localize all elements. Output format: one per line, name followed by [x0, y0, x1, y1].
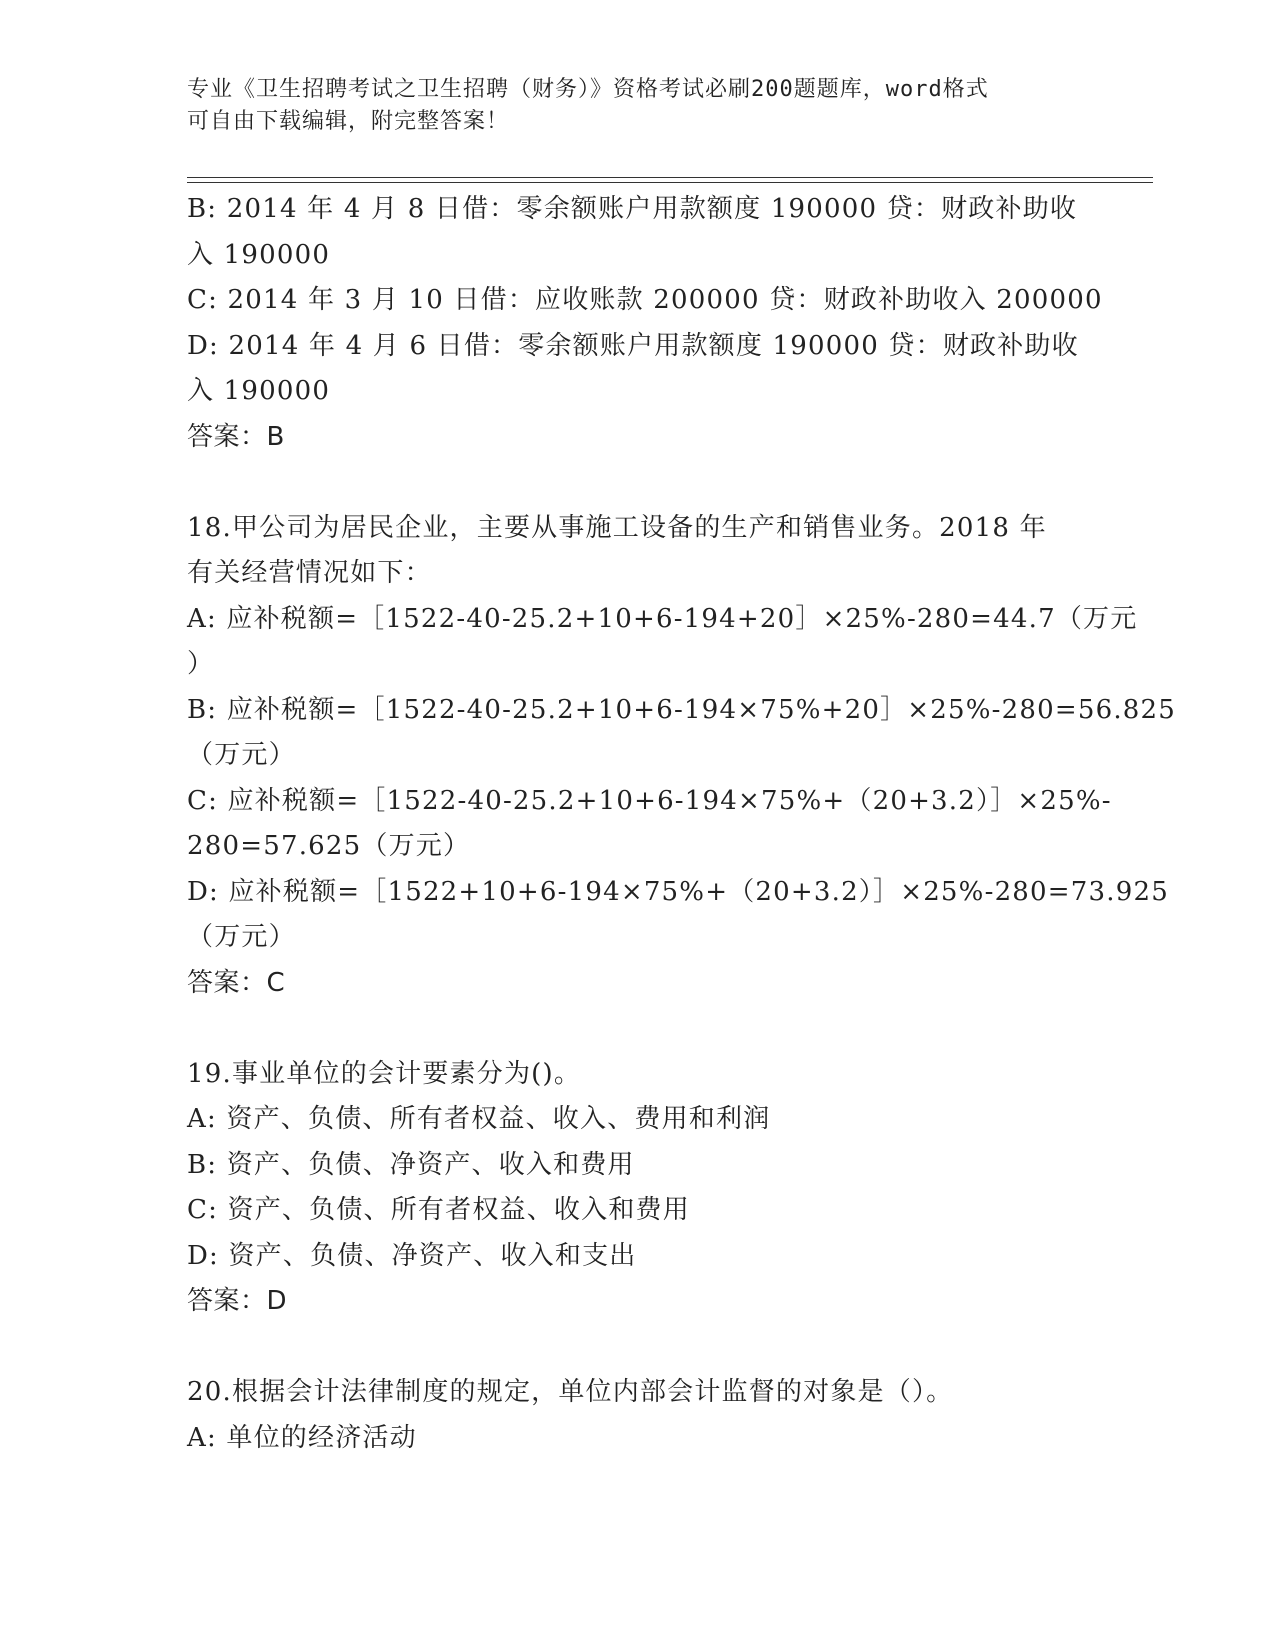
question-block-20 [187, 1370, 1087, 1461]
option-d-line-2: 入 190000 [187, 376, 331, 406]
spacer [187, 1006, 1087, 1052]
option-b-line-1: B: 2014 年 4 月 8 日借：零余额账户用款额度 190000 贷：财政补助收 [187, 194, 1078, 224]
question-block-19 [187, 1052, 1087, 1325]
option-a-line-2: ） [187, 649, 215, 679]
option-a: A: 资产、负债、所有者权益、收入、费用和利润 [187, 1104, 771, 1134]
question-stem-line-2: 有关经营情况如下： [187, 558, 432, 588]
question-stem: 19.事业单位的会计要素分为()。 [187, 1058, 582, 1089]
option-d-line-2: （万元） [187, 922, 296, 952]
option-b: B: 资产、负债、净资产、收入和费用 [187, 1149, 635, 1180]
option-a-line-1: A: 应补税额=［1522-40-25.2+10+6-194+20］×25%-280=44.7（万元 [187, 603, 1138, 634]
header-rule-bottom [187, 182, 1153, 183]
option-d-line-1: D: 2014 年 4 月 6 日借：零余额账户用款额度 190000 贷：财政补助收 [187, 330, 1079, 361]
header-line-1: 专业《卫生招聘考试之卫生招聘（财务）》资格考试必刷200题题库，word格式 [187, 77, 989, 102]
option-b-line-2: （万元） [187, 740, 296, 770]
answer-17: 答案：B [187, 421, 285, 452]
spacer [187, 460, 1087, 506]
option-c-line-1: C: 应补税额=［1522-40-25.2+10+6-194×75%+（20+3.2）］×25%- [187, 785, 1112, 816]
option-a: A: 单位的经济活动 [187, 1422, 417, 1453]
option-c: C: 资产、负债、所有者权益、收入和费用 [187, 1195, 690, 1225]
question-stem: 20.根据会计法律制度的规定，单位内部会计监督的对象是（）。 [187, 1377, 954, 1407]
option-d: D: 资产、负债、净资产、收入和支出 [187, 1240, 637, 1271]
option-b-line-1: B: 应补税额=［1522-40-25.2+10+6-194×75%+20］×25%-280=56.825 [187, 694, 1177, 725]
answer-18: 答案：C [187, 967, 286, 998]
option-d-line-1: D: 应补税额=［1522+10+6-194×75%+（20+3.2）］×25%-280=73.925 [187, 876, 1169, 907]
header-rule-top [187, 177, 1153, 178]
question-block-17 [187, 187, 1103, 460]
spacer [187, 1325, 1087, 1371]
header-line-2: 可自由下载编辑，附完整答案！ [187, 109, 510, 134]
option-c-line-2: 280=57.625（万元） [187, 831, 471, 861]
option-b-line-2: 入 190000 [187, 239, 331, 270]
question-content [187, 187, 1177, 1461]
question-stem-line-1: 18.甲公司为居民企业，主要从事施工设备的生产和销售业务。2018 年 [187, 512, 1047, 543]
answer-19: 答案：D [187, 1286, 288, 1316]
question-block-18 [187, 506, 1177, 1007]
page-header [187, 74, 1067, 138]
option-c: C: 2014 年 3 月 10 日借：应收账款 200000 贷：财政补助收入 200000 [187, 285, 1103, 315]
